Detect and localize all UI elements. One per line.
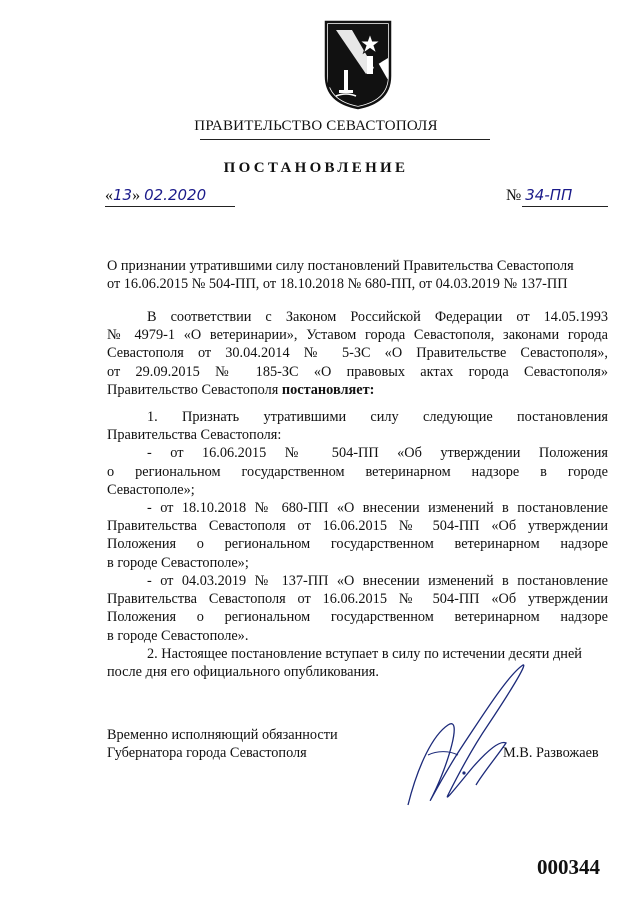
signatory-title <box>107 726 338 762</box>
resolution-item <box>107 408 608 499</box>
subject-line: от 16.06.2015 № 504-ПП, от 18.10.2018 № 680-ПП, от 04.03.2019 № 137-ПП <box>107 276 568 293</box>
item-line: Правительства Севастополя: <box>107 427 282 444</box>
handwritten-signature <box>388 655 538 825</box>
item-line: Севастополе»; <box>107 481 195 498</box>
resolution-item <box>107 572 608 645</box>
serial-number: 000344 <box>537 855 600 879</box>
government-name: ПРАВИТЕЛЬСТВО СЕВАСТОПОЛЯ <box>194 118 438 134</box>
document-type: ПОСТАНОВЛЕНИЕ <box>223 160 409 176</box>
document-number <box>506 186 572 205</box>
item-line: после дня его официального опубликования. <box>107 664 379 681</box>
signatory-title-line: Временно исполняющий обязанности <box>107 727 338 743</box>
number-underline <box>522 206 608 207</box>
number-sign: № <box>506 187 522 204</box>
item-line: - от 16.06.2015 № 504-ПП «Об утверждении Положения <box>147 445 608 462</box>
signatory-name: М.В. Развожаев <box>503 745 599 761</box>
preamble-bold: постановляет: <box>281 381 375 398</box>
date-underline <box>105 206 235 207</box>
item-line: Правительства Севастополя от 16.06.2015 № 504-ПП «Об утверждении <box>107 591 608 608</box>
item-line: - от 18.10.2018 № 680-ПП «О внесении изменений в постановление <box>147 500 608 516</box>
date-day: 13 <box>113 186 133 204</box>
item-line: в городе Севастополе». <box>107 627 249 644</box>
item-line: в городе Севастополе»; <box>107 554 249 571</box>
quote-close: » <box>132 187 141 204</box>
subject-line: О признании утратившими силу постановлений Правительства Севастополя <box>107 258 574 274</box>
preamble-line: № 4979-1 «О ветеринарии», Уставом города Севастополя, законами города <box>107 327 608 344</box>
signatory-title-line: Губернатора города Севастополя <box>107 745 307 762</box>
preamble-line <box>107 381 608 399</box>
item-line: 2. Настоящее постановление вступает в силу по истечении десяти дней <box>147 646 582 662</box>
preamble <box>107 308 608 399</box>
number-value: 34-ПП <box>525 186 573 204</box>
item-line: Положения о региональном государственном ветеринарном надзоре <box>107 609 608 626</box>
item-line: Правительства Севастополя от 16.06.2015 № 504-ПП «Об утверждении <box>107 518 608 535</box>
item-line: Положения о региональном государственном ветеринарном надзоре <box>107 536 608 553</box>
preamble-line: Севастополя от 30.04.2014 № 5-ЗС «О Правительстве Севастополя», <box>107 345 608 362</box>
divider <box>200 139 490 140</box>
item-line: 1. Признать утратившими силу следующие постановления <box>147 409 608 425</box>
date-month-year: 02.2020 <box>144 186 207 204</box>
item-line: о региональном государственном ветеринарном надзоре в городе <box>107 463 608 480</box>
resolution-item <box>107 499 608 572</box>
preamble-line: от 29.09.2015 № 185-ЗС «О правовых актах города Севастополя» <box>107 363 608 380</box>
document-date <box>105 186 206 205</box>
quote-open: « <box>105 187 113 204</box>
preamble-line: В соответствии с Законом Российской Федерации от 14.05.1993 <box>147 309 608 325</box>
preamble-plain: Правительство Севастополя <box>107 381 282 398</box>
item-line: - от 04.03.2019 № 137-ПП «О внесении изменений в постановление <box>147 573 608 589</box>
document-subject <box>107 257 608 293</box>
sevastopol-coat-of-arms-icon <box>322 18 394 110</box>
